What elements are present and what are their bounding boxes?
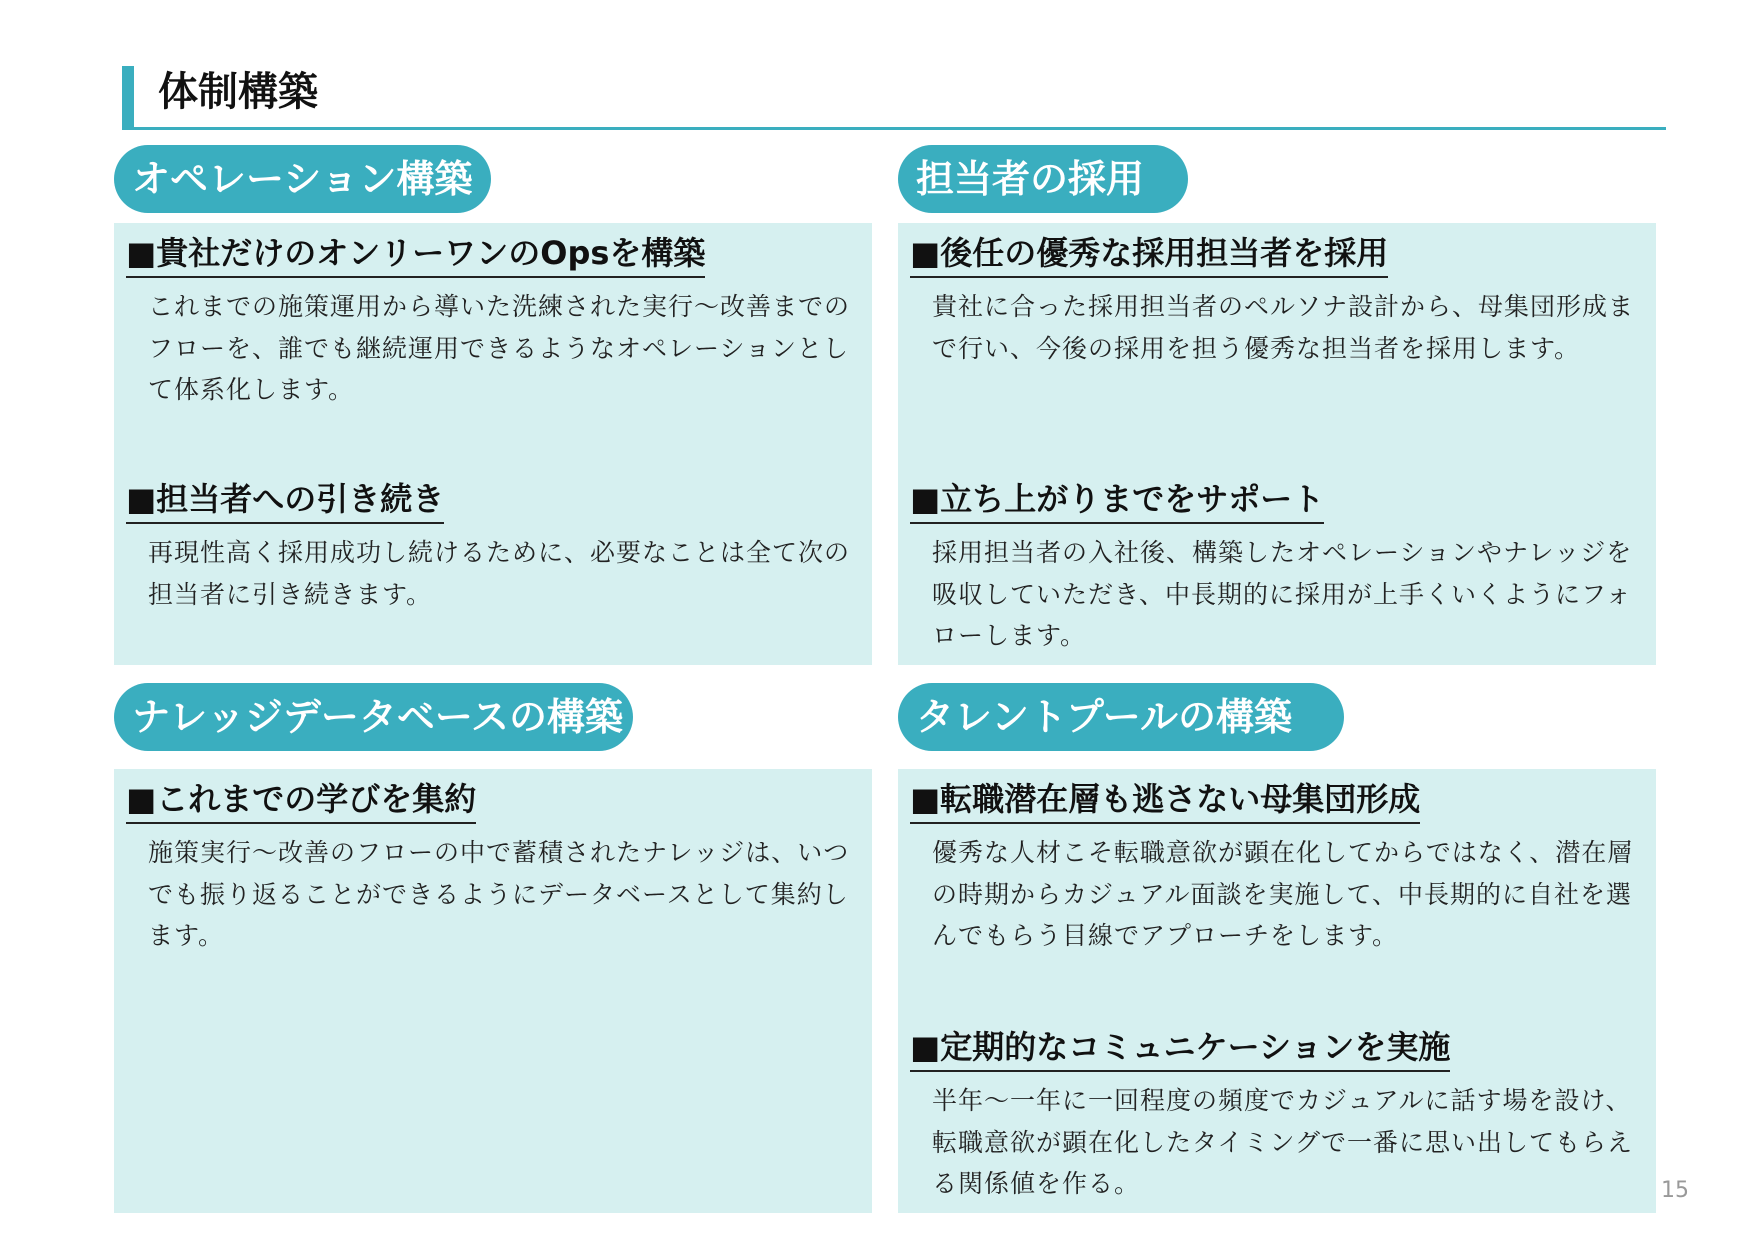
item-passive-candidates (910, 777, 1644, 957)
item-ops-building (126, 231, 860, 411)
section-panel (114, 223, 872, 665)
section-heading: タレントプールの構築 (898, 683, 1344, 751)
section-operation (114, 145, 872, 665)
section-panel (898, 769, 1656, 1213)
item-body: 貴社に合った採用担当者のペルソナ設計から、母集団形成まで行い、今後の採用を担う優秀な担当者を採用します。 (932, 292, 1635, 363)
page-title: 体制構築 (158, 69, 318, 115)
item-title: ■定期的なコミュニケーションを実施 (910, 1025, 1450, 1072)
section-recruitment (898, 145, 1656, 665)
section-talent-pool (898, 683, 1656, 1213)
item-title: ■担当者への引き続き (126, 477, 444, 524)
item-body: これまでの施策運用から導いた洗練された実行～改善までのフローを、誰でも継続運用できるようなオペレーションとして体系化します。 (148, 292, 851, 404)
section-heading: オペレーション構築 (114, 145, 491, 213)
title-accent-bar (122, 66, 134, 128)
item-title: ■後任の優秀な採用担当者を採用 (910, 231, 1388, 278)
section-heading: 担当者の採用 (898, 145, 1188, 213)
item-body: 施策実行～改善のフローの中で蓄積されたナレッジは、いつでも振り返ることができるようにデータベースとして集約します。 (148, 838, 850, 950)
page-number: 15 (1661, 1178, 1689, 1203)
item-hire-successor (910, 231, 1644, 369)
section-panel (898, 223, 1656, 665)
item-collect-learnings (126, 777, 860, 957)
section-panel (114, 769, 872, 1213)
item-title: ■これまでの学びを集約 (126, 777, 476, 824)
item-title: ■貴社だけのオンリーワンのOpsを構築 (126, 231, 705, 278)
section-knowledge-db (114, 683, 872, 1213)
section-heading: ナレッジデータベースの構築 (114, 683, 633, 751)
item-onboarding-support (910, 477, 1644, 657)
item-title: ■転職潜在層も逃さない母集団形成 (910, 777, 1420, 824)
item-title: ■立ち上がりまでをサポート (910, 477, 1324, 524)
item-handover (126, 477, 860, 615)
title-underline (122, 127, 1666, 130)
item-body: 半年～一年に一回程度の頻度でカジュアルに話す場を設け、転職意欲が顕在化したタイミングで一番に思い出してもらえる関係値を作る。 (932, 1086, 1634, 1198)
item-body: 再現性高く採用成功し続けるために、必要なことは全て次の担当者に引き続きます。 (148, 538, 851, 609)
item-regular-communication (910, 1025, 1644, 1205)
item-body: 採用担当者の入社後、構築したオペレーションやナレッジを吸収していただき、中長期的に採用が上手くいくようにフォローします。 (932, 538, 1633, 650)
item-body: 優秀な人材こそ転職意欲が顕在化してからではなく、潜在層の時期からカジュアル面談を実施して、中長期的に自社を選んでもらう目線でアプローチをします。 (932, 838, 1634, 950)
